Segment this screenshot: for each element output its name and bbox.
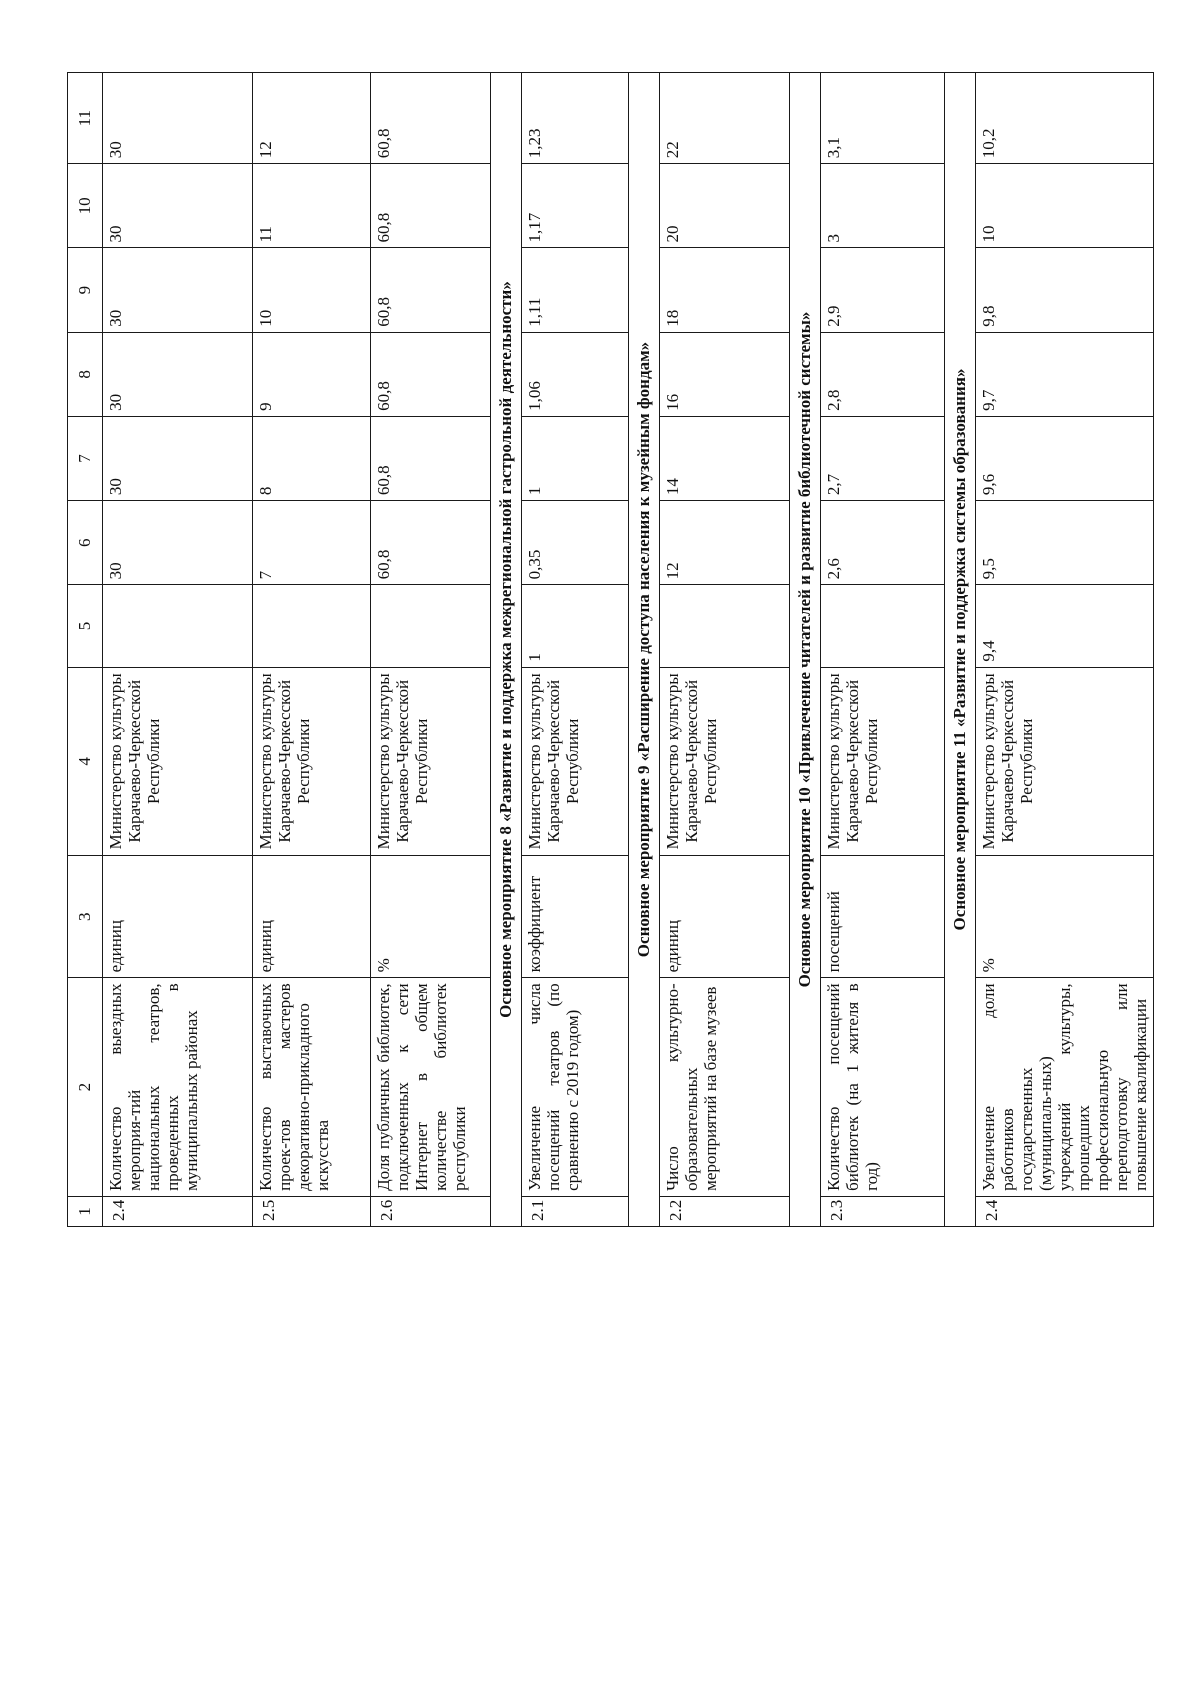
value-col-11: 10,2 bbox=[976, 73, 1154, 164]
value-col-10: 60,8 bbox=[371, 164, 491, 248]
value-col-6: 60,8 bbox=[371, 501, 491, 585]
section-heading-row bbox=[790, 73, 821, 1227]
section-heading: Основное мероприятие 8 «Развитие и поддержка межрегиональной гастрольной деятельности» bbox=[491, 73, 522, 1227]
value-col-7: 1 bbox=[522, 416, 629, 500]
row-number: 2.1 bbox=[522, 1196, 629, 1226]
value-col-5 bbox=[821, 585, 945, 667]
value-col-10: 3 bbox=[821, 164, 945, 248]
value-col-7: 2,7 bbox=[821, 416, 945, 500]
value-col-7: 14 bbox=[660, 416, 790, 500]
indicator-name: Доля публичных библиотек, подключенных к сети Интернет в общем количестве библиотек республики bbox=[371, 978, 491, 1197]
row-number: 2.5 bbox=[253, 1196, 371, 1226]
responsible-executor: Министерство культуры Карачаево-Черкесской Республики bbox=[103, 667, 253, 855]
value-col-7: 9,6 bbox=[976, 416, 1154, 500]
value-col-7: 60,8 bbox=[371, 416, 491, 500]
value-col-6: 0,35 bbox=[522, 501, 629, 585]
column-number-2: 2 bbox=[68, 978, 103, 1197]
value-col-5 bbox=[103, 585, 253, 667]
value-col-10: 20 bbox=[660, 164, 790, 248]
indicator-name: Количество посещений библиотек (на 1 жителя в год) bbox=[821, 978, 945, 1197]
row-number: 2.6 bbox=[371, 1196, 491, 1226]
table-row bbox=[976, 73, 1154, 1227]
column-number-3: 3 bbox=[68, 856, 103, 978]
indicator-name: Количество выставочных проек-тов мастеров декоративно-прикладного искусства bbox=[253, 978, 371, 1197]
section-heading: Основное мероприятие 9 «Расширение доступа населения к музейным фондам» bbox=[629, 73, 660, 1227]
value-col-7: 30 bbox=[103, 416, 253, 500]
section-heading-row bbox=[491, 73, 522, 1227]
unit-of-measure: единиц bbox=[660, 856, 790, 978]
value-col-8: 16 bbox=[660, 332, 790, 416]
value-col-6: 9,5 bbox=[976, 501, 1154, 585]
value-col-8: 1,06 bbox=[522, 332, 629, 416]
value-col-9: 60,8 bbox=[371, 248, 491, 332]
column-number-7: 7 bbox=[68, 416, 103, 500]
section-heading-row bbox=[629, 73, 660, 1227]
responsible-executor: Министерство культуры Карачаево-Черкесской Республики bbox=[522, 667, 629, 855]
value-col-10: 11 bbox=[253, 164, 371, 248]
value-col-9: 10 bbox=[253, 248, 371, 332]
unit-of-measure: единиц bbox=[103, 856, 253, 978]
responsible-executor: Министерство культуры Карачаево-Черкесской Республики bbox=[371, 667, 491, 855]
indicator-name: Увеличение доли работников государственных (муниципаль-ных) учреждений культуры, прошедших профессиональную переподготовку или повышение квалификации bbox=[976, 978, 1154, 1197]
value-col-9: 9,8 bbox=[976, 248, 1154, 332]
indicator-name: Количество выездных мероприя-тий национальных театров, проведенных в муниципальных районах bbox=[103, 978, 253, 1197]
value-col-8: 9,7 bbox=[976, 332, 1154, 416]
document-page bbox=[67, 72, 1151, 1227]
value-col-9: 30 bbox=[103, 248, 253, 332]
column-number-5: 5 bbox=[68, 585, 103, 667]
value-col-7: 8 bbox=[253, 416, 371, 500]
value-col-11: 22 bbox=[660, 73, 790, 164]
unit-of-measure: % bbox=[371, 856, 491, 978]
value-col-8: 2,8 bbox=[821, 332, 945, 416]
value-col-8: 9 bbox=[253, 332, 371, 416]
value-col-5 bbox=[660, 585, 790, 667]
column-number-row bbox=[68, 73, 103, 1227]
row-number: 2.4 bbox=[103, 1196, 253, 1226]
responsible-executor: Министерство культуры Карачаево-Черкесской Республики bbox=[821, 667, 945, 855]
unit-of-measure: единиц bbox=[253, 856, 371, 978]
responsible-executor: Министерство культуры Карачаево-Черкесской Республики bbox=[253, 667, 371, 855]
column-number-8: 8 bbox=[68, 332, 103, 416]
value-col-11: 3,1 bbox=[821, 73, 945, 164]
column-number-9: 9 bbox=[68, 248, 103, 332]
section-heading-row bbox=[945, 73, 976, 1227]
row-number: 2.4 bbox=[976, 1196, 1154, 1226]
column-number-11: 11 bbox=[68, 73, 103, 164]
indicator-name: Увеличение числа посещений театров (по сравнению с 2019 годом) bbox=[522, 978, 629, 1197]
column-number-1: 1 bbox=[68, 1196, 103, 1226]
row-number: 2.2 bbox=[660, 1196, 790, 1226]
section-heading: Основное мероприятие 11 «Развитие и поддержка системы образования» bbox=[945, 73, 976, 1227]
unit-of-measure: % bbox=[976, 856, 1154, 978]
value-col-9: 1,11 bbox=[522, 248, 629, 332]
value-col-5 bbox=[253, 585, 371, 667]
value-col-11: 30 bbox=[103, 73, 253, 164]
column-number-6: 6 bbox=[68, 501, 103, 585]
value-col-11: 1,23 bbox=[522, 73, 629, 164]
value-col-9: 2,9 bbox=[821, 248, 945, 332]
value-col-9: 18 bbox=[660, 248, 790, 332]
table-row bbox=[821, 73, 945, 1227]
value-col-5 bbox=[371, 585, 491, 667]
value-col-6: 2,6 bbox=[821, 501, 945, 585]
table-row bbox=[522, 73, 629, 1227]
value-col-10: 1,17 bbox=[522, 164, 629, 248]
table-row bbox=[660, 73, 790, 1227]
indicator-name: Число культурно-образовательных мероприятий на базе музеев bbox=[660, 978, 790, 1197]
indicators-table bbox=[67, 72, 1154, 1227]
column-number-10: 10 bbox=[68, 164, 103, 248]
value-col-10: 30 bbox=[103, 164, 253, 248]
table-row bbox=[103, 73, 253, 1227]
value-col-8: 30 bbox=[103, 332, 253, 416]
table-row bbox=[371, 73, 491, 1227]
value-col-11: 60,8 bbox=[371, 73, 491, 164]
rotated-table-wrapper bbox=[67, 72, 1151, 1227]
column-number-4: 4 bbox=[68, 667, 103, 855]
row-number: 2.3 bbox=[821, 1196, 945, 1226]
responsible-executor: Министерство культуры Карачаево-Черкесской Республики bbox=[660, 667, 790, 855]
value-col-11: 12 bbox=[253, 73, 371, 164]
table-body bbox=[68, 73, 1154, 1227]
value-col-6: 7 bbox=[253, 501, 371, 585]
table-row bbox=[253, 73, 371, 1227]
unit-of-measure: коэффициент bbox=[522, 856, 629, 978]
responsible-executor: Министерство культуры Карачаево-Черкесской Республики bbox=[976, 667, 1154, 855]
value-col-8: 60,8 bbox=[371, 332, 491, 416]
section-heading: Основное мероприятие 10 «Привлечение читателей и развитие библиотечной системы» bbox=[790, 73, 821, 1227]
value-col-5: 1 bbox=[522, 585, 629, 667]
value-col-6: 30 bbox=[103, 501, 253, 585]
value-col-10: 10 bbox=[976, 164, 1154, 248]
unit-of-measure: посещений bbox=[821, 856, 945, 978]
value-col-5: 9,4 bbox=[976, 585, 1154, 667]
value-col-6: 12 bbox=[660, 501, 790, 585]
